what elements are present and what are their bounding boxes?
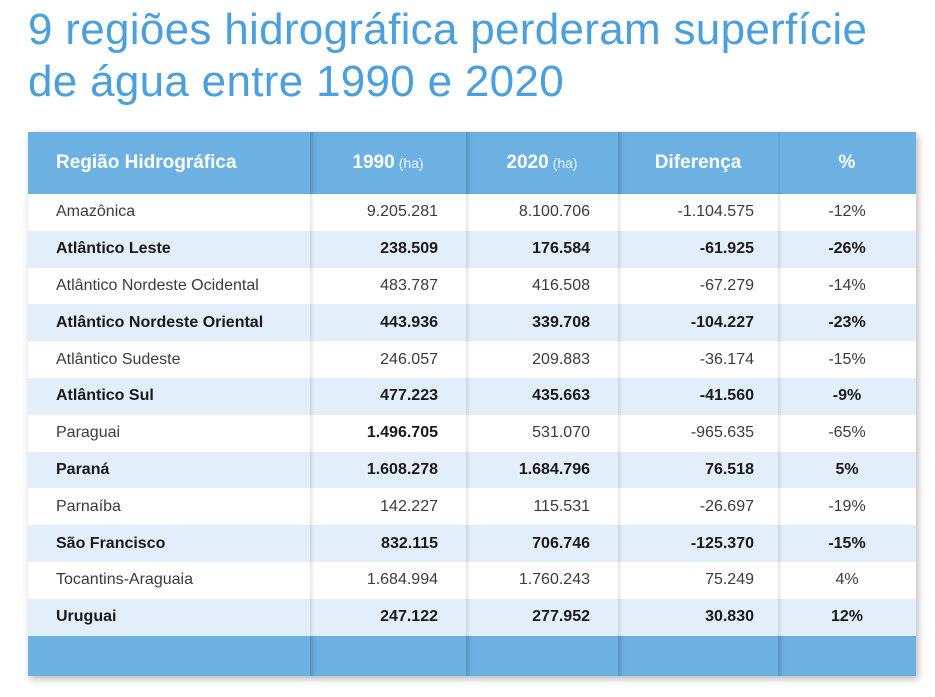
cell-1990: 832.115 <box>310 525 466 562</box>
cell-region: Paraguai <box>28 415 310 452</box>
header-1990-label: 1990 <box>352 152 395 173</box>
table-row <box>28 415 916 452</box>
header-percent <box>778 132 916 194</box>
header-difference <box>618 132 778 194</box>
cell-1990: 246.057 <box>310 341 466 378</box>
cell-difference: 30.830 <box>618 599 778 636</box>
cell-2020: 8.100.706 <box>466 194 618 231</box>
cell-region: Paraná <box>28 452 310 489</box>
header-2020-unit: (ha) <box>552 155 578 171</box>
table-row <box>28 488 916 525</box>
cell-1990: 247.122 <box>310 599 466 636</box>
header-percent-label: % <box>838 152 856 173</box>
cell-percent: -9% <box>778 378 916 415</box>
header-region-label: Região Hidrográfica <box>56 152 237 173</box>
table-row <box>28 194 916 231</box>
page-title: 9 regiões hidrográfica perderam superfície de água entre 1990 e 2020 <box>28 5 868 106</box>
cell-difference: -41.560 <box>618 378 778 415</box>
footer-cell <box>310 636 466 676</box>
header-region <box>28 132 310 194</box>
footer-cell <box>28 636 310 676</box>
footer-cell <box>618 636 778 676</box>
cell-difference: -67.279 <box>618 268 778 305</box>
cell-percent: -15% <box>778 341 916 378</box>
cell-difference: 76.518 <box>618 452 778 489</box>
cell-region: Atlântico Sudeste <box>28 341 310 378</box>
cell-1990: 1.608.278 <box>310 452 466 489</box>
table-row <box>28 268 916 305</box>
table-row <box>28 562 916 599</box>
cell-difference: -61.925 <box>618 231 778 268</box>
cell-2020: 209.883 <box>466 341 618 378</box>
cell-1990: 238.509 <box>310 231 466 268</box>
cell-2020: 1.760.243 <box>466 562 618 599</box>
cell-2020: 176.584 <box>466 231 618 268</box>
cell-2020: 1.684.796 <box>466 452 618 489</box>
cell-region: Atlântico Nordeste Ocidental <box>28 268 310 305</box>
hydro-regions-table <box>28 132 916 676</box>
cell-percent: -15% <box>778 525 916 562</box>
cell-1990: 443.936 <box>310 304 466 341</box>
cell-percent: 5% <box>778 452 916 489</box>
header-1990 <box>310 132 466 194</box>
footer-cell <box>466 636 618 676</box>
data-table-container <box>28 132 916 676</box>
cell-percent: 12% <box>778 599 916 636</box>
cell-percent: -26% <box>778 231 916 268</box>
table-row <box>28 231 916 268</box>
cell-1990: 483.787 <box>310 268 466 305</box>
cell-1990: 1.684.994 <box>310 562 466 599</box>
cell-region: Atlântico Sul <box>28 378 310 415</box>
cell-region: Atlântico Leste <box>28 231 310 268</box>
cell-percent: 4% <box>778 562 916 599</box>
table-row <box>28 452 916 489</box>
header-1990-unit: (ha) <box>398 155 424 171</box>
cell-2020: 339.708 <box>466 304 618 341</box>
cell-difference: -36.174 <box>618 341 778 378</box>
cell-region: Atlântico Nordeste Oriental <box>28 304 310 341</box>
table-row <box>28 341 916 378</box>
cell-difference: -1.104.575 <box>618 194 778 231</box>
table-row <box>28 378 916 415</box>
cell-percent: -19% <box>778 488 916 525</box>
cell-1990: 9.205.281 <box>310 194 466 231</box>
cell-2020: 531.070 <box>466 415 618 452</box>
cell-2020: 706.746 <box>466 525 618 562</box>
table-row <box>28 599 916 636</box>
cell-2020: 435.663 <box>466 378 618 415</box>
cell-difference: -104.227 <box>618 304 778 341</box>
table-row <box>28 525 916 562</box>
cell-difference: -26.697 <box>618 488 778 525</box>
table-row <box>28 304 916 341</box>
table-header-row <box>28 132 916 194</box>
cell-2020: 277.952 <box>466 599 618 636</box>
header-difference-label: Diferença <box>654 152 742 173</box>
cell-1990: 1.496.705 <box>310 415 466 452</box>
cell-1990: 142.227 <box>310 488 466 525</box>
cell-difference: -965.635 <box>618 415 778 452</box>
cell-difference: -125.370 <box>618 525 778 562</box>
cell-difference: 75.249 <box>618 562 778 599</box>
cell-region: Tocantins-Araguaia <box>28 562 310 599</box>
cell-2020: 115.531 <box>466 488 618 525</box>
cell-percent: -14% <box>778 268 916 305</box>
cell-region: São Francisco <box>28 525 310 562</box>
footer-cell <box>778 636 916 676</box>
cell-1990: 477.223 <box>310 378 466 415</box>
header-2020-label: 2020 <box>506 152 549 173</box>
cell-2020: 416.508 <box>466 268 618 305</box>
cell-percent: -12% <box>778 194 916 231</box>
table-footer-bar <box>28 636 916 676</box>
cell-region: Uruguai <box>28 599 310 636</box>
header-2020 <box>466 132 618 194</box>
cell-percent: -23% <box>778 304 916 341</box>
cell-region: Amazônica <box>28 194 310 231</box>
cell-region: Parnaíba <box>28 488 310 525</box>
cell-percent: -65% <box>778 415 916 452</box>
